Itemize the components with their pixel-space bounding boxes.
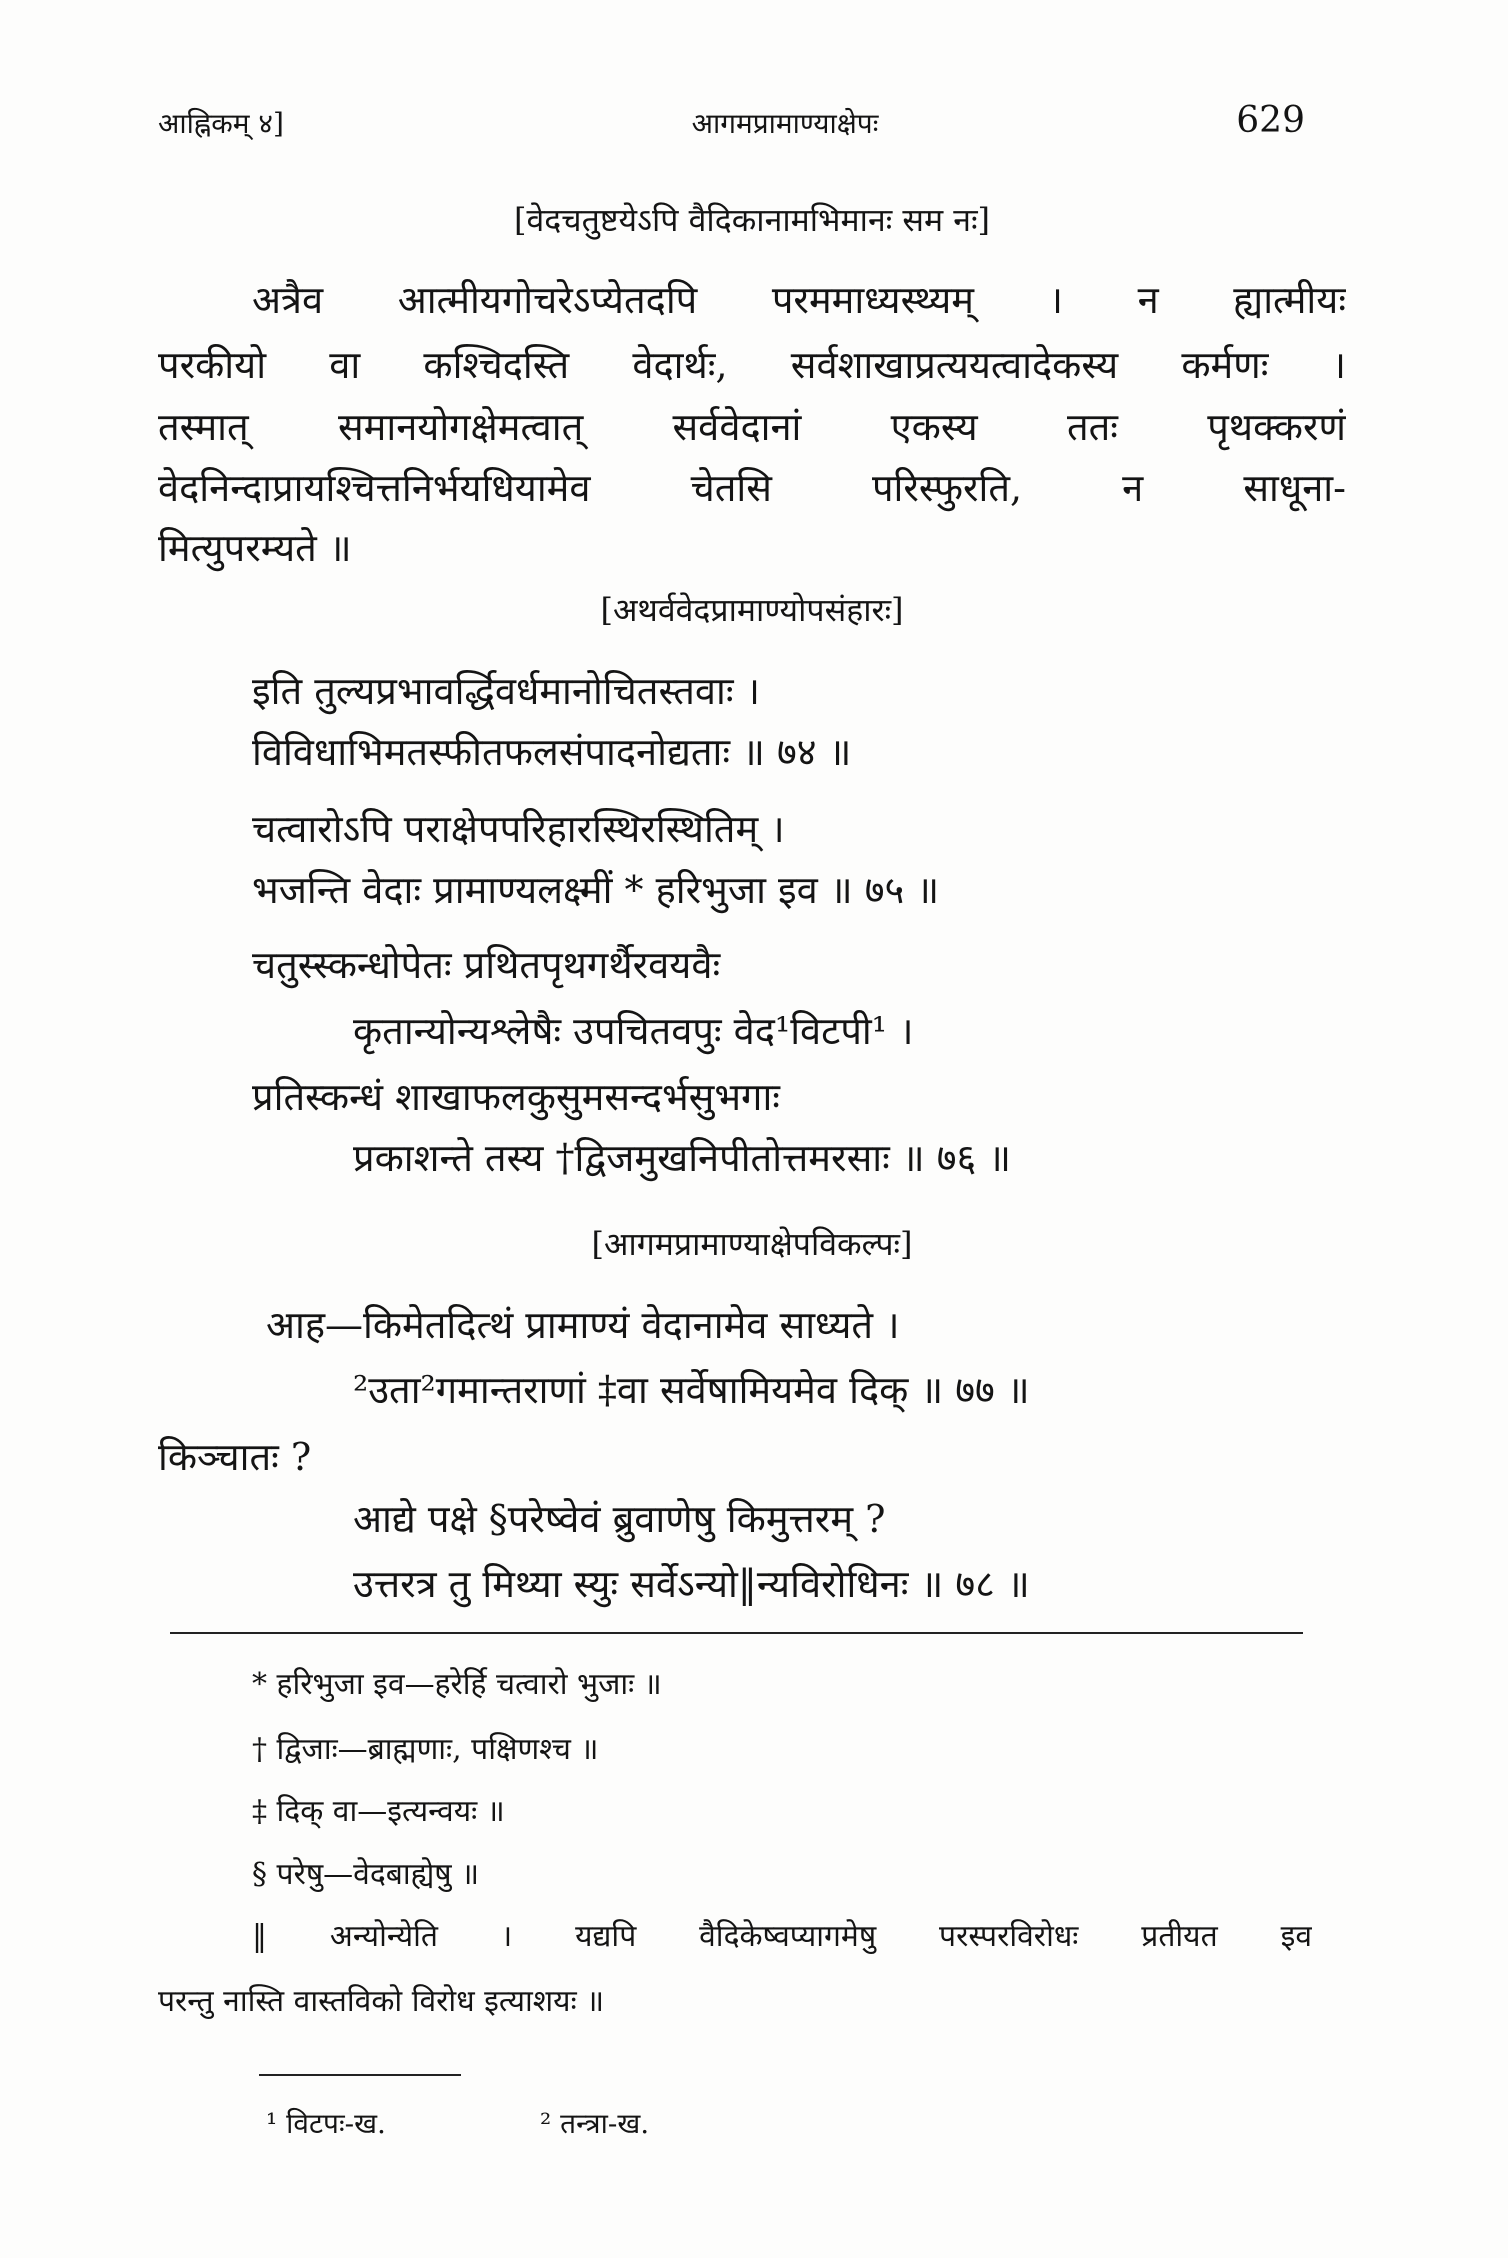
variant-note: ¹ विटपः-ख. — [266, 2107, 386, 2140]
footnote-line: † द्विजाः—ब्राह्मणाः, पक्षिणश्च ॥ — [252, 1732, 599, 1767]
verse-line: उत्तरत्र तु मिथ्या स्युः सर्वेऽन्यो‖न्यविरोधिनः ॥ ७८ ॥ — [353, 1562, 1030, 1606]
footnote-line: § परेषु—वेदबाह्येषु ॥ — [252, 1857, 480, 1892]
footnote-line: परन्तु नास्ति वास्तविको विरोध इत्याशयः ॥ — [158, 1984, 605, 2019]
variant-note: ² तन्त्रा-ख. — [540, 2107, 650, 2140]
verse-line: इति तुल्यप्रभावर्द्धिवर्धमानोचितस्तवाः । — [252, 669, 761, 713]
verse-line: आह—किमेतदित्थं प्रामाण्यं वेदानामेव साध्यते । — [266, 1303, 900, 1347]
prose-line: वेदनिन्दाप्रायश्चित्तनिर्भयधियामेव चेतसि परिस्फुरति, न साधूना- — [158, 466, 1346, 510]
verse-line: चत्वारोऽपि पराक्षेपपरिहारस्थिरस्थितिम् । — [252, 807, 785, 851]
footnote-line: ‡ दिक् वा—इत्यन्वयः ॥ — [252, 1794, 505, 1829]
verse-line: विविधाभिमतस्फीतफलसंपादनोद्यताः ॥ ७४ ॥ — [252, 730, 852, 774]
verse-line: चतुस्स्कन्धोपेतः प्रथितपृथगर्थैरवयवैः — [252, 943, 721, 987]
variant-rule — [259, 2074, 461, 2076]
section-heading-1: [वेदचतुष्टयेऽपि वैदिकानामभिमानः सम नः] — [513, 201, 991, 239]
header-running-title: आगमप्रामाण्याक्षेपः — [691, 107, 879, 140]
verse-line: प्रतिस्कन्धं शाखाफलकुसुमसन्दर्भसुभगाः — [252, 1075, 780, 1119]
prose-line: अत्रैव आत्मीयगोचरेऽप्येतदपि परममाध्यस्थ्यम् । न ह्यात्मीयः — [252, 278, 1346, 322]
verse-line: प्रकाशन्ते तस्य †द्विजमुखनिपीतोत्तमरसाः ॥ ७६ ॥ — [353, 1136, 1012, 1180]
prose-line: परकीयो वा कश्चिदस्ति वेदार्थः, सर्वशाखाप्रत्ययत्वादेकस्य कर्मणः । — [158, 343, 1346, 387]
prose-line: तस्मात् समानयोगक्षेमत्वात् सर्ववेदानां एकस्य ततः पृथक्करणं — [158, 405, 1346, 449]
verse-line: भजन्ति वेदाः प्रामाण्यलक्ष्मीं * हरिभुजा इव ॥ ७५ ॥ — [252, 868, 940, 912]
section-heading-3: [आगमप्रामाण्याक्षेपविकल्पः] — [591, 1225, 913, 1263]
footnote-line: * हरिभुजा इव—हरेर्हि चत्वारो भुजाः ॥ — [252, 1667, 662, 1702]
prose-line: मित्युपरम्यते ॥ — [158, 526, 352, 570]
footnote-line: ‖ अन्योन्येति । यद्यपि वैदिकेष्वप्यागमेषु परस्परविरोधः प्रतीयत इव — [252, 1919, 1312, 1954]
interjection-line: किञ्चातः ? — [158, 1435, 312, 1479]
page-number: 629 — [1236, 100, 1305, 141]
section-heading-2: [अथर्ववेदप्रामाण्योपसंहारः] — [600, 591, 904, 629]
footnote-rule — [170, 1632, 1303, 1634]
verse-line: आद्ये पक्षे §परेष्वेवं ब्रुवाणेषु किमुत्तरम् ? — [353, 1497, 886, 1541]
verse-line: ²उता²गमान्तराणां ‡वा सर्वेषामियमेव दिक् ॥ ७७ ॥ — [353, 1368, 1030, 1412]
verse-line: कृतान्योन्यश्लेषैः उपचितवपुः वेद¹विटपी¹ । — [353, 1009, 914, 1053]
header-section-label: आह्निकम् ४] — [158, 107, 284, 140]
